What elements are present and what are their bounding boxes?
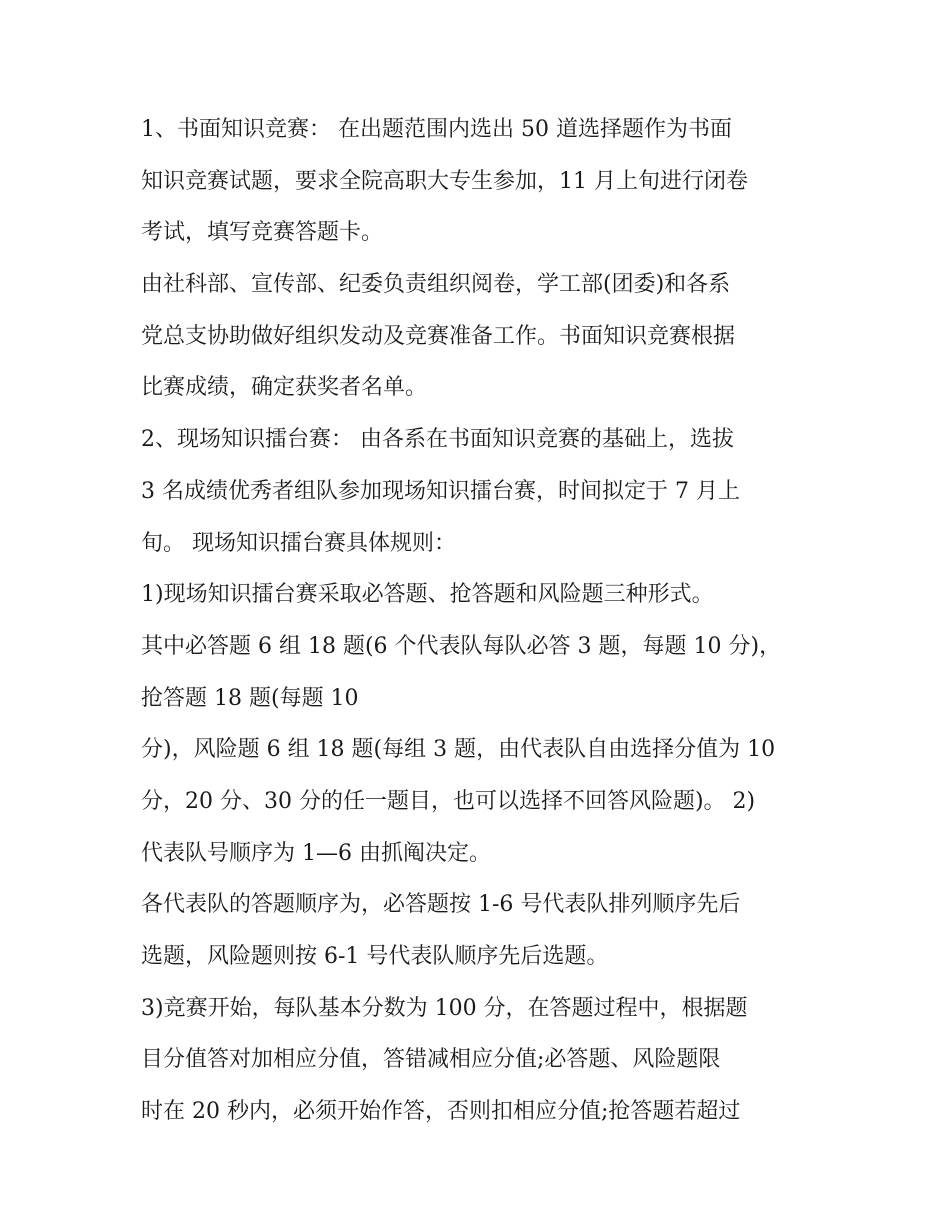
text-line: 抢答题 18 题(每题 10	[141, 685, 359, 711]
text-line: 各代表队的答题顺序为，必答题按 1-6 号代表队排列顺序先后	[141, 892, 741, 918]
text-line: 时在 20 秒内，必须开始作答，否则扣相应分值;抢答题若超过	[141, 1099, 741, 1125]
text-line: 考试，填写竞赛答题卡。	[141, 220, 384, 246]
text-line: 知识竞赛试题，要求全院高职大专生参加，11 月上旬进行闭卷	[141, 168, 748, 194]
text-line: 代表队号顺序为 1—6 由抓阄决定。	[141, 840, 491, 866]
text-line: 旬。 现场知识擂台赛具体规则：	[141, 530, 456, 556]
text-line: 3)竞赛开始，每队基本分数为 100 分，在答题过程中，根据题	[141, 995, 748, 1021]
text-line: 党总支协助做好组织发动及竞赛准备工作。书面知识竞赛根据	[141, 323, 736, 349]
text-line: 选题，风险题则按 6-1 号代表队顺序先后选题。	[141, 944, 609, 969]
document-body	[141, 108, 821, 1142]
text-line: 1、书面知识竞赛： 在出题范围内选出 50 道选择题作为书面	[141, 117, 732, 142]
text-line: 3 名成绩优秀者组队参加现场知识擂台赛，时间拟定于 7 月上	[141, 478, 740, 504]
text-line: 目分值答对加相应分值，答错减相应分值;必答题、风险题限	[141, 1047, 721, 1073]
text-line: 分，20 分、30 分的任一题目，也可以选择不回答风险题)。 2)	[141, 788, 756, 814]
text-line: 分)，风险题 6 组 18 题(每组 3 题，由代表队自由选择分值为 10	[141, 737, 776, 763]
text-line: 比赛成绩，确定获奖者名单。	[141, 375, 428, 401]
text-line: 1)现场知识擂台赛采取必答题、抢答题和风险题三种形式。	[141, 582, 714, 608]
text-line: 由社科部、宣传部、纪委负责组织阅卷，学工部(团委)和各系	[141, 272, 731, 298]
text-line: 2、现场知识擂台赛： 由各系在书面知识竞赛的基础上，选拔	[141, 427, 734, 453]
text-line: 其中必答题 6 组 18 题(6 个代表队每队必答 3 题，每题 10 分)，	[141, 633, 782, 659]
